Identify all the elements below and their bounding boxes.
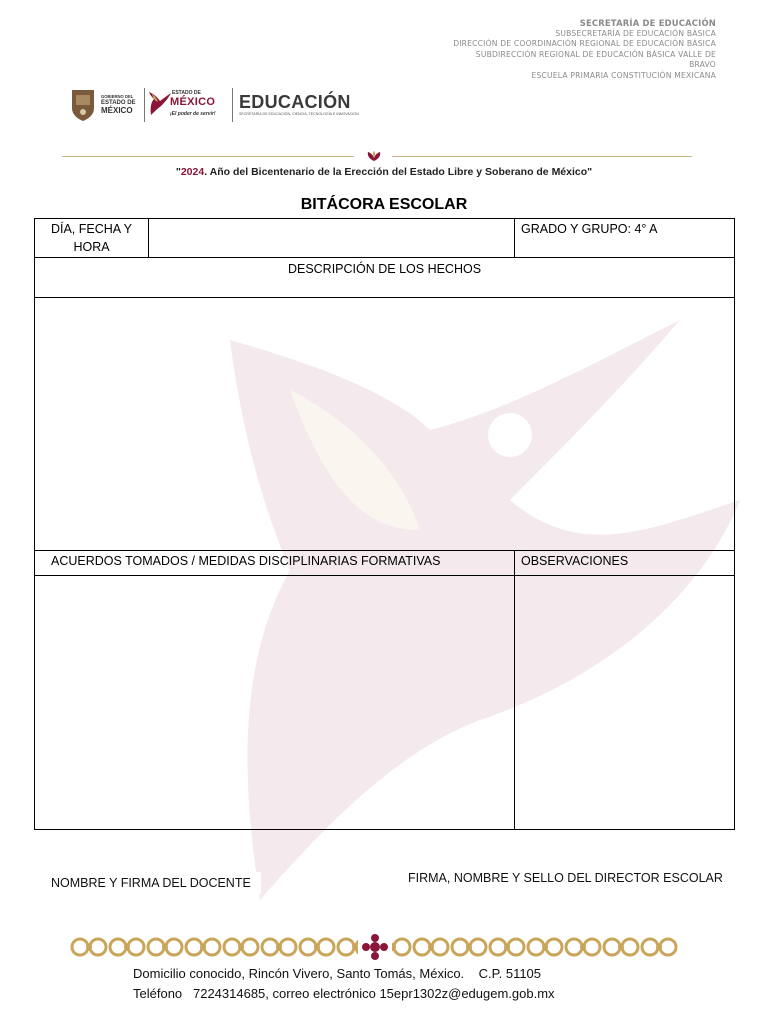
mexico-label: MÉXICO: [170, 96, 216, 108]
hummingbird-logo-icon: [148, 90, 172, 116]
header-line-3: SUBDIRECCIÓN REGIONAL DE EDUCACIÓN BÁSICA VALLE DE: [475, 49, 716, 59]
footer-address: Domicilio conocido, Rincón Vivero, Santo Tomás, México. C.P. 51105: [133, 966, 542, 981]
poder-label: ¡El poder de servir!: [170, 111, 216, 117]
slogan-open-quote: ": [175, 166, 181, 178]
footer-contact: [133, 964, 555, 1004]
center-flower-icon: [362, 934, 388, 960]
observations-field[interactable]: [515, 576, 734, 829]
date-label-line-1: DÍA, FECHA Y: [50, 222, 133, 236]
row-line-1: [34, 257, 735, 258]
slogan: [0, 166, 768, 178]
date-field[interactable]: [149, 219, 514, 257]
row-line-3: [34, 550, 735, 551]
slogan-year: 2024: [180, 166, 205, 178]
institution-header: [453, 18, 716, 81]
log-form: [34, 218, 735, 830]
gobierno-line-2: MÉXICO: [101, 105, 133, 115]
agreements-field[interactable]: [35, 576, 514, 829]
government-logos: [70, 86, 430, 126]
state-shield-icon: [70, 88, 96, 122]
educacion-label: EDUCACIÓN: [239, 92, 351, 112]
logo-separator-2: [232, 88, 233, 122]
header-line-0: SECRETARÍA DE EDUCACIÓN: [579, 18, 716, 28]
decorative-border: [70, 934, 678, 960]
estado-de-label: ESTADO DE: [172, 90, 201, 96]
description-field[interactable]: [35, 298, 734, 550]
flower-ornament-icon: [366, 150, 382, 162]
divider-right: [392, 156, 692, 157]
gobierno-label: [101, 94, 133, 99]
grade-group-label: GRADO Y GRUPO: 4° A: [521, 222, 658, 236]
header-line-1: SUBSECRETARÍA DE EDUCACIÓN BÁSICA: [555, 28, 716, 38]
teacher-signature-label: NOMBRE Y FIRMA DEL DOCENTE: [41, 872, 261, 894]
divider-left: [62, 156, 354, 157]
educacion-sub-label: SECRETARÍA DE EDUCACIÓN, CIENCIA, TECNOLOGÍA E INNOVACIÓN: [239, 112, 359, 116]
page-title: BITÁCORA ESCOLAR: [300, 196, 468, 213]
observations-label: OBSERVACIONES: [521, 554, 629, 568]
agreements-label: ACUERDOS TOMADOS / MEDIDAS DISCIPLINARIAS FORMATIVAS: [51, 554, 441, 568]
col-line-grade: [514, 218, 515, 258]
gobierno-line-1: ESTADO DE: [101, 100, 136, 106]
description-label: DESCRIPCIÓN DE LOS HECHOS: [287, 262, 482, 276]
form-border-bottom: [34, 829, 735, 830]
slogan-text: . Año del Bicentenario de la Erección del Estado Libre y Soberano de México": [204, 166, 593, 178]
form-border-right: [734, 218, 735, 830]
date-label: [35, 220, 148, 256]
header-line-4: BRAVO: [689, 60, 716, 69]
logo-separator: [144, 88, 145, 122]
header-line-2: DIRECCIÓN DE COORDINACIÓN REGIONAL DE EDUCACIÓN BÁSICA: [453, 39, 716, 48]
director-signature-label: FIRMA, NOMBRE Y SELLO DEL DIRECTOR ESCOLAR: [398, 867, 733, 889]
footer-phone-email: Teléfono 7224314685, correo electrónico 15epr1302z@edugem.gob.mx: [133, 986, 555, 1001]
date-label-line-2: HORA: [73, 240, 110, 254]
header-line-5: ESCUELA PRIMARIA CONSTITUCIÓN MEXICANA: [531, 70, 716, 80]
gobierno-line-0: GOBIERNO DEL: [101, 94, 134, 99]
